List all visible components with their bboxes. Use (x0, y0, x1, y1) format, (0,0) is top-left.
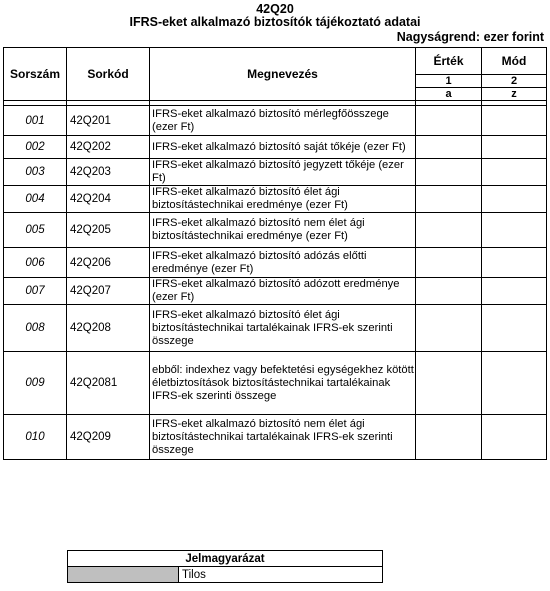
row-sorszam: 004 (4, 186, 67, 213)
row-mod-input[interactable] (482, 352, 547, 415)
row-sorszam: 007 (4, 278, 67, 305)
table-row (4, 415, 547, 460)
row-sorszam: 006 (4, 248, 67, 278)
legend-item-label: Tilos (179, 567, 383, 583)
row-sorkod: 42Q204 (67, 186, 150, 213)
col-header-sorkod: Sorkód (67, 48, 150, 101)
row-megnevezes: IFRS-eket alkalmazó biztosító élet ági biztosítástechnikai eredménye (ezer Ft) (150, 186, 416, 213)
row-mod-input[interactable] (482, 278, 547, 305)
row-megnevezes: IFRS-eket alkalmazó biztosító mérlegfőösszege (ezer Ft) (150, 106, 416, 136)
form-code: 42Q20 (256, 2, 294, 16)
legend-swatch (68, 567, 179, 583)
row-sorszam: 009 (4, 352, 67, 415)
unit-label: Nagyságrend: ezer forint (396, 30, 544, 44)
row-megnevezes: IFRS-eket alkalmazó biztosító nem élet ági biztosítástechnikai eredménye (ezer Ft) (150, 213, 416, 248)
row-ertek-input[interactable] (416, 352, 482, 415)
row-ertek-input[interactable] (416, 278, 482, 305)
row-sorkod: 42Q208 (67, 305, 150, 352)
row-sorszam: 005 (4, 213, 67, 248)
row-mod-input[interactable] (482, 415, 547, 460)
row-mod-input[interactable] (482, 136, 547, 159)
table-row (4, 136, 547, 159)
row-megnevezes: IFRS-eket alkalmazó biztosító adózott eredménye (ezer Ft) (150, 278, 416, 305)
row-megnevezes: IFRS-eket alkalmazó biztosító nem élet ági biztosítástechnikai tartalékainak IFRS-ek szerinti összege (150, 415, 416, 460)
col-header-ertek: Érték (416, 48, 482, 75)
table-row (4, 159, 547, 186)
row-sorszam: 008 (4, 305, 67, 352)
col-header-megnevezes: Megnevezés (150, 48, 416, 101)
row-ertek-input[interactable] (416, 106, 482, 136)
row-mod-input[interactable] (482, 159, 547, 186)
col-mod-letter: z (482, 88, 547, 101)
col-header-mod: Mód (482, 48, 547, 75)
legend-table (67, 550, 383, 583)
table-row (4, 186, 547, 213)
table-row (4, 305, 547, 352)
col-ertek-number: 1 (416, 75, 482, 88)
row-ertek-input[interactable] (416, 305, 482, 352)
row-mod-input[interactable] (482, 106, 547, 136)
row-sorkod: 42Q202 (67, 136, 150, 159)
table-row (4, 248, 547, 278)
data-table (3, 47, 547, 460)
col-mod-number: 2 (482, 75, 547, 88)
row-megnevezes: ebből: indexhez vagy befektetési egységekhez kötött életbiztosítások biztosítástechnikai tartalékainak IFRS-ek szerinti összege (150, 352, 416, 415)
legend-title: Jelmagyarázat (68, 551, 383, 567)
row-ertek-input[interactable] (416, 248, 482, 278)
row-megnevezes: IFRS-eket alkalmazó biztosító jegyzett tőkéje (ezer Ft) (150, 159, 416, 186)
row-sorkod: 42Q207 (67, 278, 150, 305)
row-sorszam: 010 (4, 415, 67, 460)
row-sorkod: 42Q206 (67, 248, 150, 278)
table-row (4, 213, 547, 248)
row-ertek-input[interactable] (416, 213, 482, 248)
row-sorszam: 001 (4, 106, 67, 136)
row-ertek-input[interactable] (416, 136, 482, 159)
col-header-sorszam: Sorszám (4, 48, 67, 101)
row-mod-input[interactable] (482, 248, 547, 278)
row-megnevezes: IFRS-eket alkalmazó biztosító adózás előtti eredménye (ezer Ft) (150, 248, 416, 278)
col-ertek-letter: a (416, 88, 482, 101)
row-sorkod: 42Q2081 (67, 352, 150, 415)
row-sorszam: 003 (4, 159, 67, 186)
row-ertek-input[interactable] (416, 186, 482, 213)
table-row (4, 278, 547, 305)
row-megnevezes: IFRS-eket alkalmazó biztosító élet ági biztosítástechnikai tartalékainak IFRS-ek szerinti összege (150, 305, 416, 352)
row-ertek-input[interactable] (416, 159, 482, 186)
page-title: IFRS-eket alkalmazó biztosítók tájékoztató adatai (129, 15, 421, 29)
table-row (4, 106, 547, 136)
row-sorkod: 42Q201 (67, 106, 150, 136)
row-sorkod: 42Q209 (67, 415, 150, 460)
row-mod-input[interactable] (482, 305, 547, 352)
table-row (4, 352, 547, 415)
row-sorszam: 002 (4, 136, 67, 159)
row-mod-input[interactable] (482, 213, 547, 248)
row-ertek-input[interactable] (416, 415, 482, 460)
row-sorkod: 42Q203 (67, 159, 150, 186)
row-mod-input[interactable] (482, 186, 547, 213)
row-megnevezes: IFRS-eket alkalmazó biztosító saját tőkéje (ezer Ft) (150, 136, 416, 159)
row-sorkod: 42Q205 (67, 213, 150, 248)
